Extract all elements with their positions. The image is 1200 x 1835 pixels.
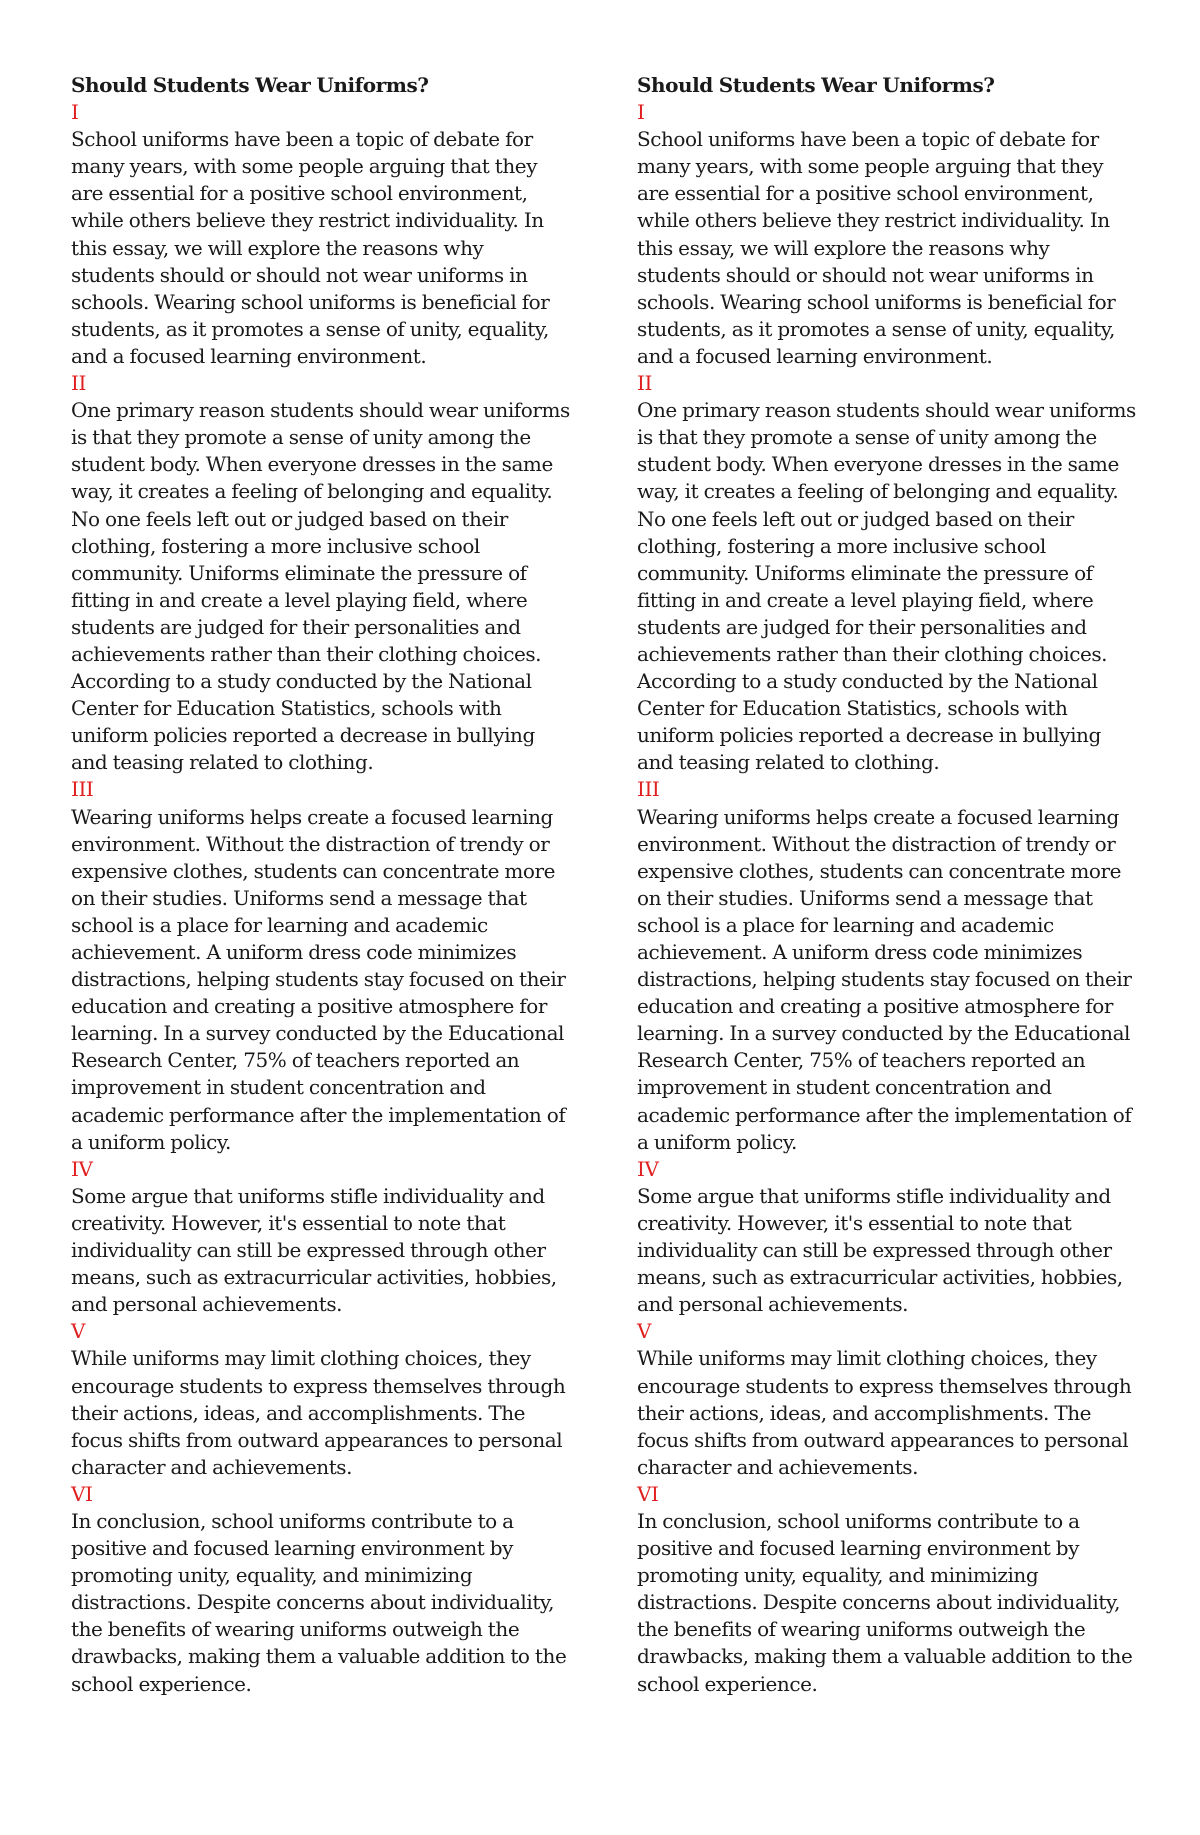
section-numeral: IV xyxy=(71,1156,93,1181)
section-3 xyxy=(71,776,571,1155)
section-5 xyxy=(637,1318,1137,1481)
section-text: One primary reason students should wear uniforms is that they promote a sense of unity among the student body. When everyone dresses in the same way, it creates a feeling of belonging and equality. No one feels left out or judged based on their clothing, fostering a more inclusive school community. Uniforms eliminate the pressure of fitting in and create a level playing field, where students are judged for their personalities and achievements rather than their clothing choices. According to a study conducted by the National Center for Education Statistics, schools with uniform policies reported a decrease in bullying and teasing related to clothing. xyxy=(71,398,570,775)
section-6 xyxy=(637,1481,1137,1698)
section-text: In conclusion, school uniforms contribute to a positive and focused learning environment by promoting unity, equality, and minimizing distractions. Despite concerns about individuality, the benefits of wearing uniforms outweigh the drawbacks, making them a valuable addition to the school experience. xyxy=(637,1508,1133,1696)
section-6 xyxy=(71,1481,571,1698)
section-text: Wearing uniforms helps create a focused learning environment. Without the distraction of trendy or expensive clothes, students can concentrate more on their studies. Uniforms send a message that school is a place for learning and academic achievement. A uniform dress code minimizes distractions, helping students stay focused on their education and creating a positive atmosphere for learning. In a survey conducted by the Educational Research Center, 75% of teachers reported an improvement in student concentration and academic performance after the implementation of a uniform policy. xyxy=(71,804,566,1154)
section-numeral: II xyxy=(71,371,86,396)
section-numeral: V xyxy=(71,1319,85,1344)
section-3 xyxy=(637,776,1137,1155)
section-numeral: II xyxy=(637,371,652,396)
section-numeral: IV xyxy=(637,1156,659,1181)
section-1 xyxy=(637,99,1137,370)
essay-title: Should Students Wear Uniforms? xyxy=(71,73,429,97)
section-text: School uniforms have been a topic of debate for many years, with some people arguing that they are essential for a positive school environment, while others believe they restrict individuality. In this essay, we will explore the reasons why students should or should not wear uniforms in schools. Wearing school uniforms is beneficial for students, as it promotes a sense of unity, equality, and a focused learning environment. xyxy=(637,127,1116,368)
section-numeral: VI xyxy=(637,1481,659,1506)
right-column xyxy=(637,72,1137,1698)
left-column xyxy=(71,72,571,1698)
section-numeral: I xyxy=(637,100,645,125)
section-text: In conclusion, school uniforms contribute to a positive and focused learning environment by promoting unity, equality, and minimizing distractions. Despite concerns about individuality, the benefits of wearing uniforms outweigh the drawbacks, making them a valuable addition to the school experience. xyxy=(71,1508,567,1696)
section-text: Some argue that uniforms stifle individuality and creativity. However, it's essential to note that individuality can still be expressed through other means, such as extracurricular activities, hobbies, and personal achievements. xyxy=(71,1183,557,1317)
section-5 xyxy=(71,1318,571,1481)
section-4 xyxy=(637,1156,1137,1319)
section-text: While uniforms may limit clothing choices, they encourage students to express themselves through their actions, ideas, and accomplishments. The focus shifts from outward appearances to personal character and achievements. xyxy=(637,1346,1132,1479)
section-numeral: I xyxy=(71,100,79,125)
section-4 xyxy=(71,1156,571,1319)
section-2 xyxy=(637,370,1137,776)
section-text: Some argue that uniforms stifle individuality and creativity. However, it's essential to note that individuality can still be expressed through other means, such as extracurricular activities, hobbies, and personal achievements. xyxy=(637,1183,1123,1317)
section-1 xyxy=(71,99,571,370)
section-numeral: III xyxy=(637,777,660,802)
essay-title: Should Students Wear Uniforms? xyxy=(637,73,995,97)
section-text: School uniforms have been a topic of debate for many years, with some people arguing that they are essential for a positive school environment, while others believe they restrict individuality. In this essay, we will explore the reasons why students should or should not wear uniforms in schools. Wearing school uniforms is beneficial for students, as it promotes a sense of unity, equality, and a focused learning environment. xyxy=(71,127,550,368)
section-numeral: VI xyxy=(71,1481,93,1506)
section-text: While uniforms may limit clothing choices, they encourage students to express themselves through their actions, ideas, and accomplishments. The focus shifts from outward appearances to personal character and achievements. xyxy=(71,1346,566,1479)
section-numeral: V xyxy=(637,1319,651,1344)
section-text: One primary reason students should wear uniforms is that they promote a sense of unity among the student body. When everyone dresses in the same way, it creates a feeling of belonging and equality. No one feels left out or judged based on their clothing, fostering a more inclusive school community. Uniforms eliminate the pressure of fitting in and create a level playing field, where students are judged for their personalities and achievements rather than their clothing choices. According to a study conducted by the National Center for Education Statistics, schools with uniform policies reported a decrease in bullying and teasing related to clothing. xyxy=(637,398,1136,775)
section-numeral: III xyxy=(71,777,94,802)
section-text: Wearing uniforms helps create a focused learning environment. Without the distraction of trendy or expensive clothes, students can concentrate more on their studies. Uniforms send a message that school is a place for learning and academic achievement. A uniform dress code minimizes distractions, helping students stay focused on their education and creating a positive atmosphere for learning. In a survey conducted by the Educational Research Center, 75% of teachers reported an improvement in student concentration and academic performance after the implementation of a uniform policy. xyxy=(637,804,1132,1154)
section-2 xyxy=(71,370,571,776)
